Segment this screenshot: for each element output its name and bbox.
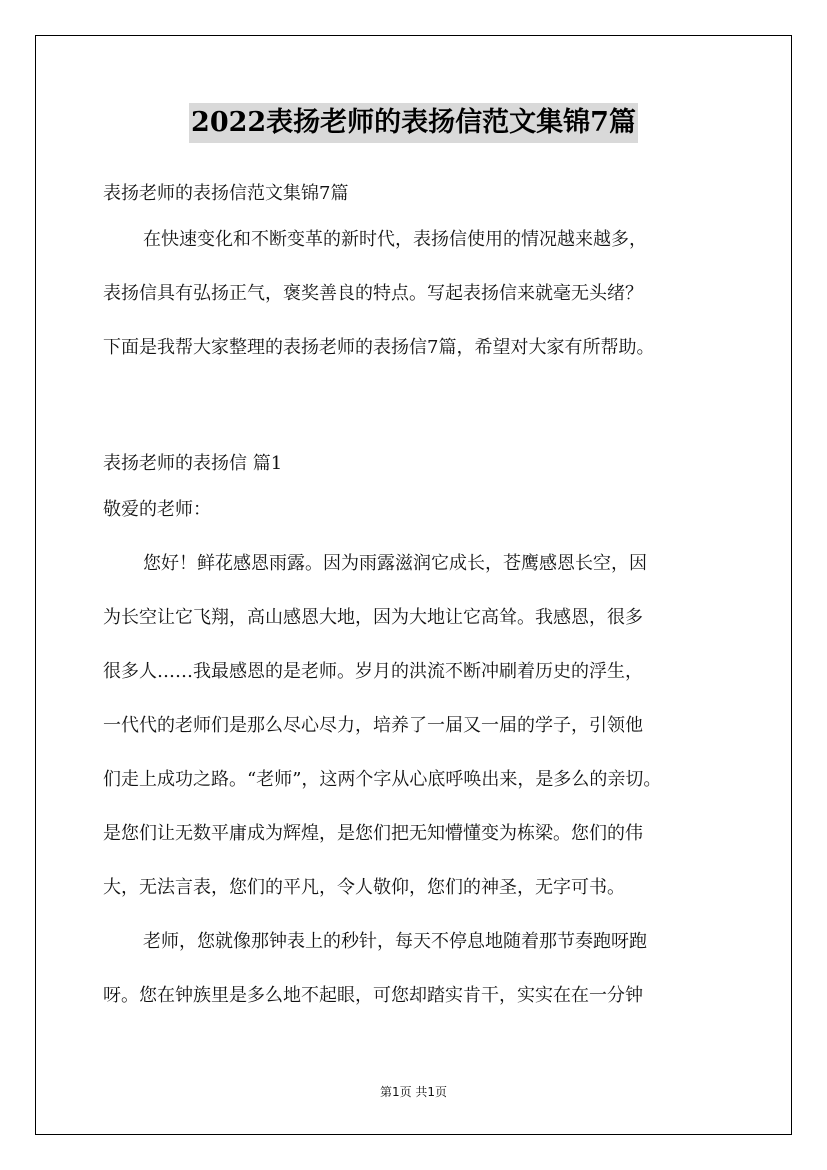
para1-line: 您好！鲜花感恩雨露。因为雨露滋润它成长，苍鹰感恩长空，因 [143,553,647,574]
salutation: 敬爱的老师： [103,499,211,520]
intro-line: 下面是我帮大家整理的表扬老师的表扬信7篇，希望对大家有所帮助。 [103,337,655,358]
document-title: 2022表扬老师的表扬信范文集锦7篇 [189,103,638,143]
document-body [103,175,763,1023]
para2-line: 老师，您就像那钟表上的秒针，每天不停息地随着那节奏跑呀跑 [143,931,647,952]
para1-line: 为长空让它飞翔，高山感恩大地，因为大地让它高耸。我感恩，很多 [103,607,643,628]
para1-line: 们走上成功之路。“老师”，这两个字从心底呼唤出来，是多么的亲切。 [103,769,662,790]
para1-line: 大，无法言表，您们的平凡，令人敬仰，您们的神圣，无字可书。 [103,877,625,898]
intro-line: 在快速变化和不断变革的新时代，表扬信使用的情况越来越多， [143,229,647,250]
page-footer: 第1页 共1页 [379,1085,448,1099]
para1-line: 很多人……我最感恩的是老师。岁月的洪流不断冲刷着历史的浮生， [103,661,643,682]
para2-line: 呀。您在钟族里是多么地不起眼，可您却踏实肯干，实实在在一分钟 [103,985,643,1006]
section-title: 表扬老师的表扬信 篇1 [103,453,283,474]
intro-line: 表扬信具有弘扬正气，褒奖善良的特点。写起表扬信来就毫无头绪？ [103,283,643,304]
para1-line: 一代代的老师们是那么尽心尽力，培养了一届又一届的学子，引领他 [103,715,643,736]
title-container [0,103,827,143]
subtitle: 表扬老师的表扬信范文集锦7篇 [103,183,349,204]
para1-line: 是您们让无数平庸成为辉煌，是您们把无知懵懂变为栋梁。您们的伟 [103,823,643,844]
